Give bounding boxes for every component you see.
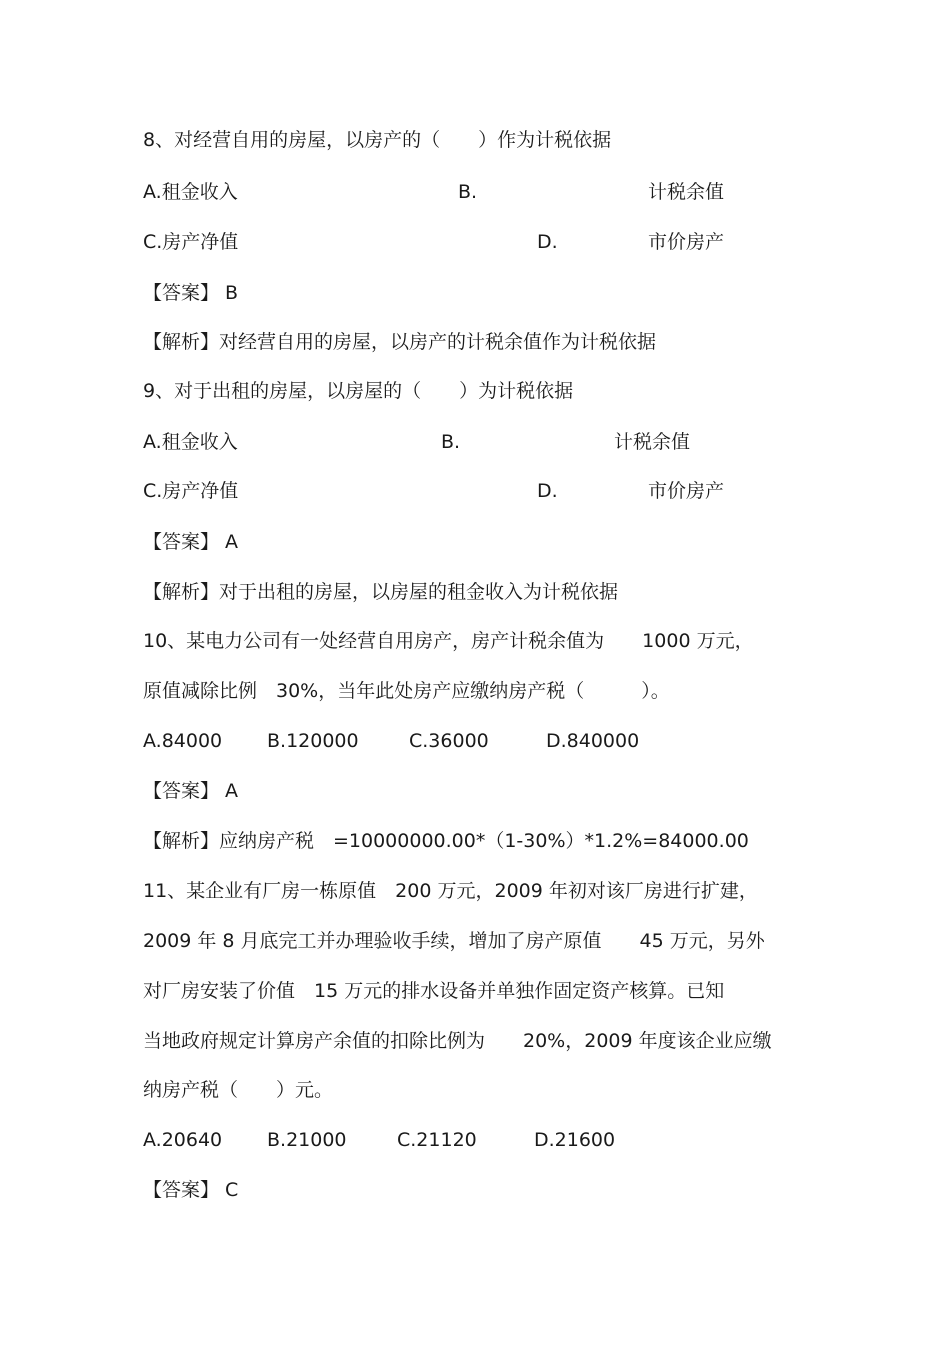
question-9-answer: 【答案】 A [143, 531, 239, 553]
question-8-option-d-label: D. [537, 231, 558, 253]
question-9-option-a: A.租金收入 [143, 431, 238, 453]
question-11-option-d: D.21600 [534, 1129, 616, 1151]
question-9-option-b-label: B. [441, 431, 461, 453]
question-10-analysis: 【解析】应纳房产税 =10000000.00*（1-30%）*1.2%=84000.00 [143, 830, 749, 852]
question-8-stem: 8、对经营自用的房屋，以房产的（ ）作为计税依据 [143, 129, 612, 151]
question-11-option-a: A.20640 [143, 1129, 223, 1151]
question-8-answer: 【答案】 B [143, 282, 239, 304]
question-8-analysis: 【解析】对经营自用的房屋，以房产的计税余值作为计税依据 [143, 331, 657, 353]
question-11-stem-line-3: 对厂房安装了价值 15 万元的排水设备并单独作固定资产核算。已知 [143, 980, 725, 1002]
question-11-stem-line-1: 11、某企业有厂房一栋原值 200 万元，2009 年初对该厂房进行扩建， [143, 880, 758, 902]
question-8-option-b-text: 计税余值 [648, 181, 725, 203]
question-11-stem-line-5: 纳房产税（ ）元。 [143, 1079, 334, 1101]
question-9-option-c: C.房产净值 [143, 480, 239, 502]
question-9-stem: 9、对于出租的房屋，以房屋的（ ）为计税依据 [143, 380, 574, 402]
question-10-option-a: A.84000 [143, 730, 223, 752]
question-10-answer: 【答案】 A [143, 780, 239, 802]
question-10-stem-line-1: 10、某电力公司有一处经营自用房产，房产计税余值为 1000 万元， [143, 630, 754, 652]
question-9-option-d-label: D. [537, 480, 558, 502]
question-9-option-b-text: 计税余值 [614, 431, 691, 453]
question-11-answer: 【答案】 C [143, 1179, 239, 1201]
question-10-stem-line-2: 原值减除比例 30%，当年此处房产应缴纳房产税（ ）。 [143, 680, 670, 702]
question-9-analysis: 【解析】对于出租的房屋，以房屋的租金收入为计税依据 [143, 581, 619, 603]
question-10-option-c: C.36000 [409, 730, 489, 752]
question-9-option-d-text: 市价房产 [648, 480, 725, 502]
question-10-option-b: B.120000 [267, 730, 359, 752]
question-8-option-d-text: 市价房产 [648, 231, 725, 253]
question-8-option-a: A.租金收入 [143, 181, 238, 203]
question-10-option-d: D.840000 [546, 730, 640, 752]
question-11-stem-line-4: 当地政府规定计算房产余值的扣除比例为 20%，2009 年度该企业应缴 [143, 1030, 772, 1052]
question-11-option-b: B.21000 [267, 1129, 347, 1151]
question-8-option-b-label: B. [458, 181, 478, 203]
question-11-stem-line-2: 2009 年 8 月底完工并办理验收手续，增加了房产原值 45 万元，另外 [143, 930, 765, 952]
question-8-option-c: C.房产净值 [143, 231, 239, 253]
question-11-option-c: C.21120 [397, 1129, 477, 1151]
